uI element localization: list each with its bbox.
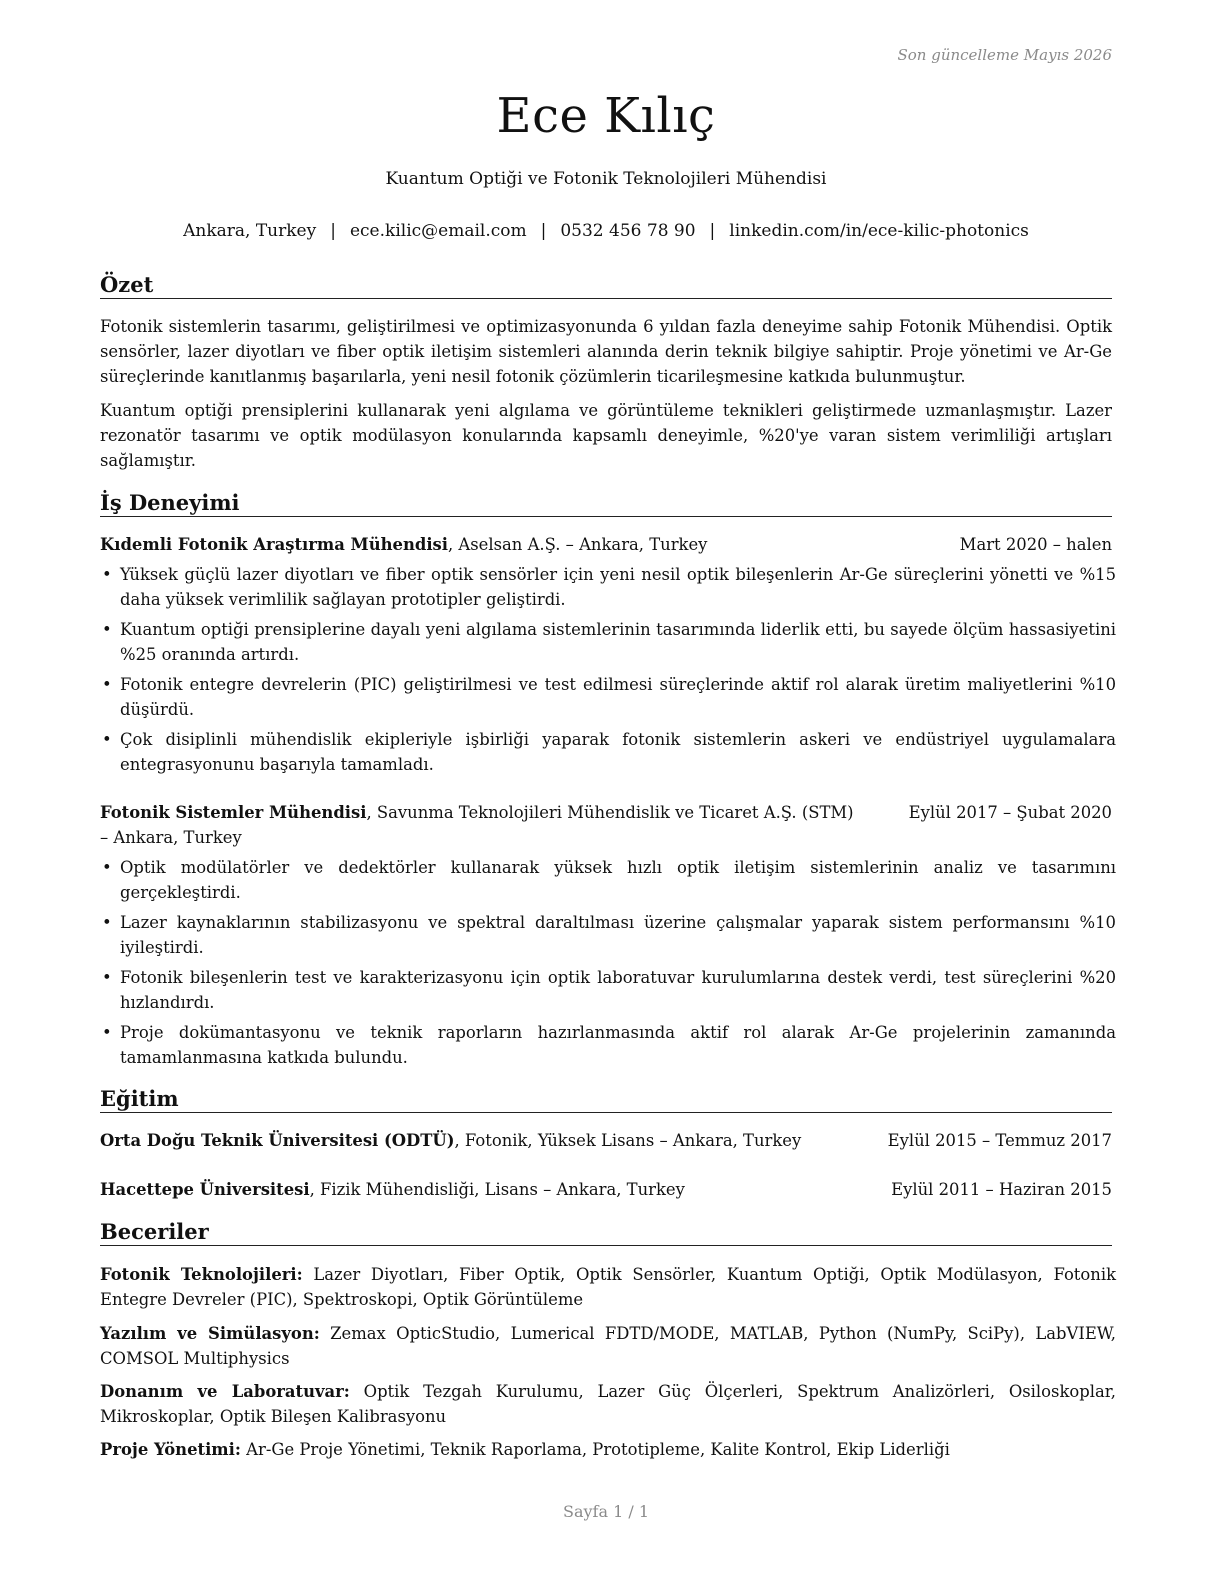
candidate-name: Ece Kılıç: [496, 88, 716, 144]
job-org: , Aselsan A.Ş. – Ankara, Turkey: [448, 535, 708, 554]
job-dates: Mart 2020 – halen: [960, 532, 1112, 557]
contact-linkedin[interactable]: linkedin.com/in/ece-kilic-photonics: [729, 221, 1029, 241]
contact-phone: 0532 456 78 90: [560, 221, 696, 241]
list-item: • Proje dokümantasyonu ve teknik raporların hazırlanmasında aktif rol alarak Ar-Ge projelerinin zamanında tamamlanmasına katkıda bulundu.: [102, 1023, 1116, 1067]
list-item: • Fotonik entegre devrelerin (PIC) geliştirilmesi ve test edilmesi süreçlerinde aktif rol alarak üretim maliyetlerini %10 düşürdü.: [102, 675, 1116, 719]
job-bullets: [100, 562, 1116, 782]
skill-group: [100, 1321, 1116, 1371]
contact-location: Ankara, Turkey: [183, 221, 317, 241]
resume-page: Son güncelleme Mayıs 2026 Ece Kılıç Kuantum Optiği ve Fotonik Teknolojileri Mühendisi Ankara, Turkey | ece.kilic@email.com | 0532 456 78 90 | linkedin.com/in/ece-kilic-photonics Özet Fotonik sistemlerin tasarımı, geliştirilmesi ve optimizasyonunda 6 yıldan fazla deneyime sahip Fotonik Mühendisi. Optik sensörler, lazer diyotları ve fiber optik iletişim sistemleri alanında derin teknik bilgiye sahiptir. Proje yönetimi ve Ar-Ge süreçlerinde kanıtlanmış başarılarla, yeni nesil fotonik çözümlerin ticarileşmesine katkıda bulunmuştur. Kuantum optiği prensiplerini kullanarak yeni algılama ve görüntüleme teknikleri geliştirmede uzmanlaşmıştır. Lazer rezonatör tasarımı ve optik modülasyon konularında kapsamlı deneyimle, %20'ye varan sistem verimliliği artışları sağlamıştır. İş Deneyimi Kıdemli Fotonik Araştırma Mühendisi, Aselsan A.Ş. – Ankara, Turkey Mart 2020 – halen • Yüksek güçlü lazer diyotları ve fiber optik sensörler için yeni nesil optik bileşenlerin Ar-Ge süreçlerini yönetti ve %15 daha yüksek verimlilik sağlayan prototipler geliştirdi. • Kuantum optiği prensiplerine dayalı yeni algılama sistemlerinin tasarımında liderlik etti, bu sayede ölçüm hassasiyetini %25 oranında artırdı. • Fotonik entegre devrelerin (PIC) geliştirilmesi ve test edilmesi süreçlerinde aktif rol alarak üretim maliyetlerini %10 düşürdü. • Çok disiplinli mühendislik ekipleriyle işbirliği yaparak fotonik sistemlerin askeri ve endüstriyel uygulamalara entegrasyonunu başarıyla tamamladı. Fotonik Sistemler Mühendisi, Savunma Teknolojileri Mühendislik ve Ticaret A.Ş. (STM) Eylül 2017 – Şubat 2020 – Ankara, Turkey • Optik modülatörler ve dedektörler kullanarak yüksek hızlı optik iletişim sistemlerinin analiz ve tasarımını gerçekleştirdi. • Lazer kaynaklarının stabilizasyonu ve spektral daraltılması üzerine çalışmalar yaparak sistem performansını %10 iyileştirdi. • Fotonik bileşenlerin test ve karakterizasyonu için optik laboratuvar kurulumlarına destek verdi, test süreçlerini %20 hızlandırdı. • Proje dokümantasyonu ve teknik raporların hazırlanmasında aktif rol alarak Ar-Ge projelerinin zamanında tamamlanmasına katkıda bulundu. Eğitim Orta Doğu Teknik Üniversitesi (ODTÜ), Fotonik, Yüksek Lisans – Ankara, Turkey Eylül 2015 – Temmuz 2017 Hacettepe Üniversitesi, Fizik Mühendisliği, Lisans – Ankara, Turkey Eylül 2011 – Haziran 2015 Beceriler Fotonik Teknolojileri: Lazer Diyotları, Fiber Optik, Optik Sensörler, Kuantum Optiği, Optik Modülasyon, Fotonik Entegre Devreler (PIC), Spektroskopi, Optik Görüntüleme Yazılım ve Simülasyon: Zemax OpticStudio, Lumerical FDTD/MODE, MATLAB, Python (NumPy, SciPy), LabVIEW, COMSOL Multiphysics Donanım ve Laboratuvar: Optik Tezgah Kurulumu, Lazer Güç Ölçerleri, Spektrum Analizörleri, Osiloskoplar, Mikroskoplar, Optik Bileşen Kalibrasyonu Proje Yönetimi: Ar-Ge Proje Yönetimi, Teknik Raporlama, Prototipleme, Kalite Kontrol, Ekip Liderliği Sayfa 1 / 1: [100, 46, 1116, 1521]
skill-label: Yazılım ve Simülasyon:: [100, 1324, 320, 1343]
school-name: Orta Doğu Teknik Üniversitesi (ODTÜ): [100, 1131, 455, 1150]
skill-group: [100, 1379, 1116, 1429]
list-item: • Fotonik bileşenlerin test ve karakterizasyonu için optik laboratuvar kurulumlarına destek verdi, test süreçlerini %20 hızlandırdı.: [102, 968, 1116, 1012]
list-item: • Kuantum optiği prensiplerine dayalı yeni algılama sistemlerinin tasarımında liderlik etti, bu sayede ölçüm hassasiyetini %25 oranında artırdı.: [102, 620, 1116, 664]
job-role: Fotonik Sistemler Mühendisi: [100, 803, 367, 822]
education-dates: Eylül 2011 – Haziran 2015: [891, 1177, 1112, 1202]
candidate-title: Kuantum Optiği ve Fotonik Teknolojileri Mühendisi: [385, 169, 827, 189]
job-role: Kıdemli Fotonik Araştırma Mühendisi: [100, 535, 449, 554]
section-heading-experience: İş Deneyimi: [100, 490, 1112, 517]
job-org: , Savunma Teknolojileri Mühendislik ve Ticaret A.Ş. (STM): [366, 803, 854, 822]
list-item: • Çok disiplinli mühendislik ekipleriyle işbirliği yaparak fotonik sistemlerin askeri ve endüstriyel uygulamalara entegrasyonunu başarıyla tamamladı.: [102, 730, 1116, 774]
degree-detail: , Fizik Mühendisliği, Lisans – Ankara, Turkey: [309, 1180, 685, 1199]
contact-email[interactable]: ece.kilic@email.com: [349, 221, 527, 241]
skill-label: Proje Yönetimi:: [100, 1440, 241, 1459]
skill-text: Lazer Diyotları, Fiber Optik, Optik Sensörler, Kuantum Optiği, Optik Modülasyon, Fotonik Entegre Devreler (PIC), Spektroskopi, Optik Görüntüleme: [100, 1265, 1116, 1309]
list-item: • Yüksek güçlü lazer diyotları ve fiber optik sensörler için yeni nesil optik bileşenlerin Ar-Ge süreçlerini yönetti ve %15 daha yüksek verimlilik sağlayan prototipler geliştirdi.: [102, 565, 1116, 609]
skill-group: [100, 1262, 1116, 1312]
summary-paragraph: Kuantum optiği prensiplerini kullanarak yeni algılama ve görüntüleme teknikleri geliştirmede uzmanlaşmıştır. Lazer rezonatör tasarımı ve optik modülasyon konularında kapsamlı deneyimle, %20'ye varan sistem verimliliği artışları sağlamıştır.: [100, 401, 1112, 470]
summary-paragraph: Fotonik sistemlerin tasarımı, geliştirilmesi ve optimizasyonunda 6 yıldan fazla deneyime sahip Fotonik Mühendisi. Optik sensörler, lazer diyotları ve fiber optik iletişim sistemleri alanında derin teknik bilgiye sahiptir. Proje yönetimi ve Ar-Ge süreçlerinde kanıtlanmış başarılarla, yeni nesil fotonik çözümlerin ticarileşmesine katkıda bulunmuştur.: [100, 317, 1112, 386]
degree-detail: , Fotonik, Yüksek Lisans – Ankara, Turkey: [454, 1131, 802, 1150]
contact-separator: |: [709, 221, 716, 241]
job-dates: Eylül 2017 – Şubat 2020: [909, 800, 1112, 825]
last-updated-note: Son güncelleme Mayıs 2026: [897, 46, 1112, 64]
skill-group: [100, 1437, 1116, 1462]
skill-label: Donanım ve Laboratuvar:: [100, 1382, 350, 1401]
section-heading-summary: Özet: [100, 272, 1112, 299]
list-item: • Lazer kaynaklarının stabilizasyonu ve spektral daraltılması üzerine çalışmalar yaparak sistem performansını %10 iyileştirdi.: [102, 913, 1116, 957]
list-item: • Optik modülatörler ve dedektörler kullanarak yüksek hızlı optik iletişim sistemlerinin analiz ve tasarımını gerçekleştirdi.: [102, 858, 1116, 902]
contact-separator: |: [330, 221, 336, 241]
contact-line: [100, 220, 1112, 242]
skill-text: Optik Tezgah Kurulumu, Lazer Güç Ölçerleri, Spektrum Analizörleri, Osiloskoplar, Mikroskoplar, Optik Bileşen Kalibrasyonu: [100, 1382, 1116, 1426]
section-heading-skills: Beceriler: [100, 1219, 1112, 1246]
section-heading-education: Eğitim: [100, 1086, 1112, 1113]
page-number: Sayfa 1 / 1: [562, 1502, 649, 1521]
job-bullets: [100, 855, 1116, 1075]
skill-label: Fotonik Teknolojileri:: [100, 1265, 303, 1284]
education-dates: Eylül 2015 – Temmuz 2017: [888, 1128, 1112, 1153]
skill-text: Ar-Ge Proje Yönetimi, Teknik Raporlama, Prototipleme, Kalite Kontrol, Ekip Liderliği: [240, 1440, 950, 1459]
contact-separator: |: [540, 221, 547, 241]
school-name: Hacettepe Üniversitesi: [100, 1180, 310, 1199]
skill-text: Zemax OpticStudio, Lumerical FDTD/MODE, MATLAB, Python (NumPy, SciPy), LabVIEW, COMSOL Multiphysics: [100, 1324, 1116, 1368]
